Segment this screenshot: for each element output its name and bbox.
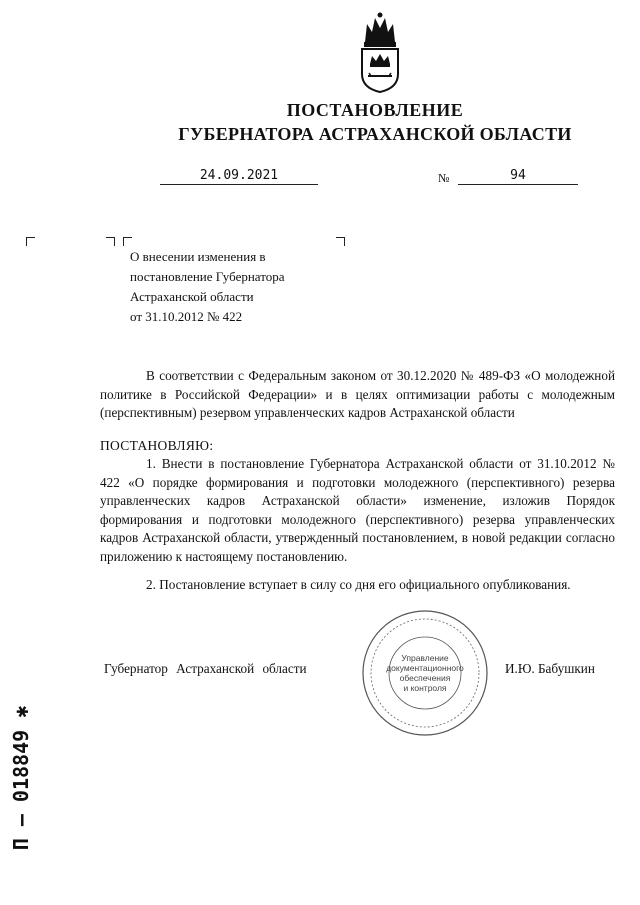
subject-line: Астраханской области [130,289,254,304]
coat-of-arms-icon [355,12,405,94]
document-issuer: ГУБЕРНАТОРА АСТРАХАНСКОЙ ОБЛАСТИ [178,124,572,144]
number-sign: № [438,171,450,185]
stamp-text: Управление документационного обеспечения и контроля [386,653,464,693]
document-subject [130,247,350,327]
document-date: 24.09.2021 [160,168,318,185]
corner-mark [26,237,35,246]
document-title: ПОСТАНОВЛЕНИЕ [286,100,464,120]
item-2-paragraph: 2. Постановление вступает в силу со дня его официального опубликования. [146,577,571,592]
resolves-heading: ПОСТАНОВЛЯЮ: [100,438,214,453]
document-number: 94 [458,168,578,185]
corner-mark [106,237,115,246]
signatory-position: Губернатор Астраханской области [104,661,307,676]
subject-line: постановление Губернатора [130,269,285,284]
item-1-paragraph: 1. Внести в постановление Губернатора Астраханской области от 31.10.2012 № 422 «О порядке формирования и подготовки молодежного (перспективного) резерва управленческих кадров Астраханской области» изменение, изложив Порядок формирования и подготовки молодежного (перспективного) резерва управленческих кадров Астраханской области, утвержденный постановлением, в новой редакции согласно приложению к настоящему постановлению. [100,456,615,564]
preamble-paragraph: В соответствии с Федеральным законом от 30.12.2020 № 489-ФЗ «О молодежной политике в Российской Федерации» и в целях оптимизации работы с молодежным (перспективным) резервом управленческих кадров Астраханской области [100,368,615,420]
signatory-name: И.Ю. Бабушкин [505,661,595,676]
subject-line: О внесении изменения в [130,249,266,264]
subject-line: от 31.10.2012 № 422 [130,309,243,324]
corner-mark [336,237,345,246]
side-serial-number: П – 018849 ✱ [9,705,33,851]
corner-mark [123,237,132,246]
